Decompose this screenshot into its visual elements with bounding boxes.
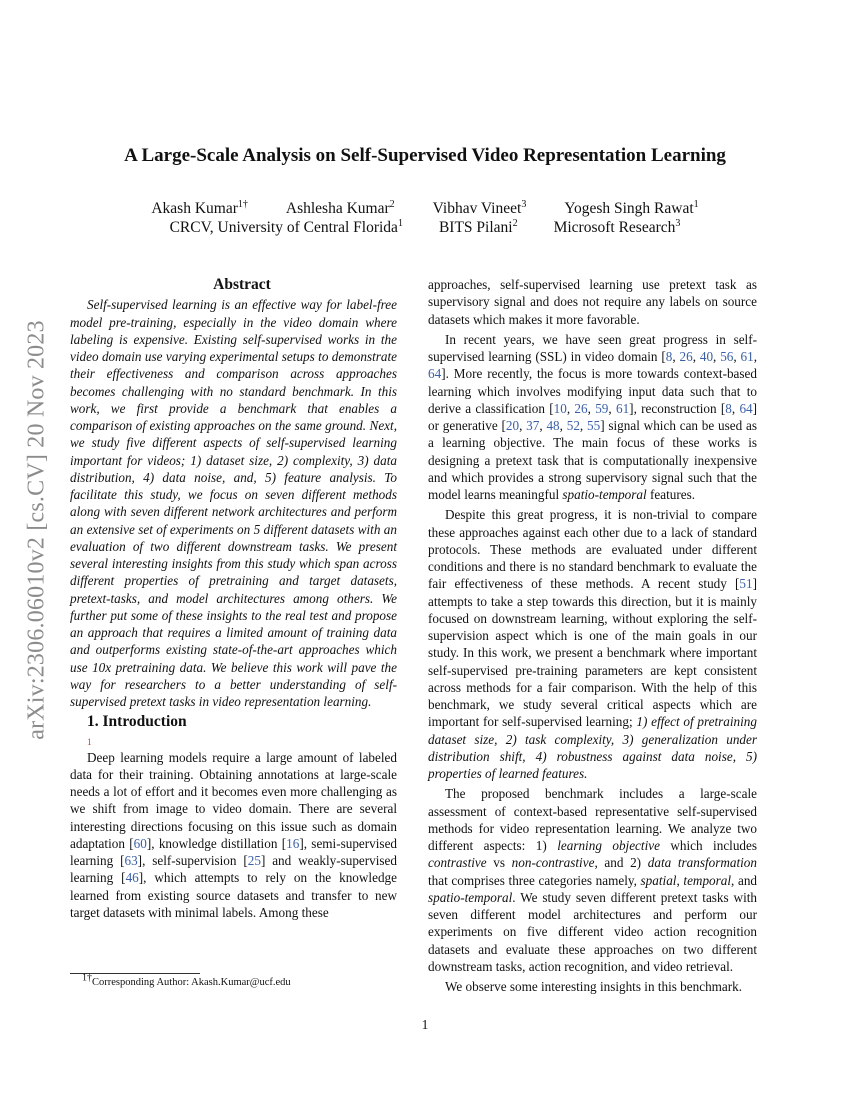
citation-link[interactable]: 48 xyxy=(546,418,560,433)
citation-link[interactable]: 8 xyxy=(725,400,732,416)
author-list xyxy=(12,200,838,218)
author-name: Akash Kumar$^{1\dagger}$ xyxy=(151,198,248,217)
citation-link[interactable]: 46 xyxy=(125,870,139,886)
paper-title: A Large-Scale Analysis on Self-Supervised Video Representation Learning xyxy=(124,145,726,166)
citation-link[interactable]: 61 xyxy=(740,349,754,364)
intro-paragraph: approaches, self-supervised learning use pretext task as supervisory signal and does not require any labels on source datasets which makes it more favorable. xyxy=(428,277,757,327)
citation-link[interactable]: 61 xyxy=(615,400,630,416)
citation-link[interactable]: 20 xyxy=(505,418,520,433)
citation-link[interactable]: 8 xyxy=(665,349,673,364)
intro-paragraph: Despite this great progress, it is non-trivial to compare these approaches against each other due to a lack of standard protocols. These methods are evaluated under different conditions and there is no standard benchmark to evaluate the fair effectiveness of these methods. A recent study [51] attempts to take a step towards this direction, but it is mainly focused on downstream learning, without exploring the self-supervision aspect which is one of the main goals in our study. In this work, we present a benchmark where important self-supervised pre-training parameters are kept consistent across methods for a fair comparison. With the help of this benchmark, we study several critical aspects which are important for self-supervised learning; 1) effect of pretraining dataset size, 2) task complexity, 3) generalization under distribution shift, 4) robustness against data noise, 5) properties of learned features. xyxy=(428,507,757,781)
footnote-marker[interactable]: 1 xyxy=(87,736,92,747)
citation-link[interactable]: 56 xyxy=(720,349,734,364)
citation-link[interactable]: 40 xyxy=(699,349,714,364)
intro-paragraph: In recent years, we have seen great progress in self-supervised learning (SSL) in video domain [8, 26, 40, 56, 61, 64]. More recently, the focus is more towards context-based learning which involves modifying input data such that to derive a classification [10, 26, 59, 61], reconstruction [8, 64] or generative [20, 37, 48, 52, 55] signal which can be used as a learning objective. The main focus of these works is designing a pretext task that is computationally inexpensive and which provides a strong supervisory signal such that the model learns meaningful spatio-temporal features. xyxy=(428,331,758,502)
citation-link[interactable]: 37 xyxy=(526,418,540,433)
intro-paragraph: The proposed benchmark includes a large-scale assessment of context-based representative self-supervised methods for video representation learning. We analyze two different aspects: 1) learning objective which includes contrastive vs non-contrastive, and 2) data transformation that comprises three categories namely, spatial, temporal, and spatio-temporal. We study seven different pretext tasks with seven different model architectures and perform our experiments on five different video action recognition datasets and evaluate these approaches on two different downstream tasks, action recognition, and video retrieval. xyxy=(428,786,758,974)
left-column xyxy=(70,276,397,921)
affiliation: CRCV, University of Central Florida$^1$ xyxy=(169,217,403,236)
page-number: 1 xyxy=(421,1017,429,1032)
abstract-text: Self-supervised learning is an effective way for label-free model pre-training, especially in the video domain where labeling is expensive. Existing self-supervised works in the video domain use varying experimental setups to demonstrate their effectiveness and comparison across approaches becomes challenging with no standard benchmark. In this work, we first provide a benchmark that enables a comparison of existing approaches on the same ground. Next, we study five different aspects of self-supervised learning important for videos; 1) dataset size, 2) complexity, 3) data distribution, 4) data noise, and, 5) feature analysis. To facilitate this study, we focus on seven different methods along with seven different network architectures and perform an extensive set of experiments on 5 different datasets with an evaluation of two different downstream tasks. We present several interesting insights from this study which span across different properties of pretraining and target datasets, pretext-tasks, and model architectures among others. We further put some of these insights to the real test and propose an approach that requires a limited amount of training data and outperforms existing state-of-the-art approaches which use 10x pretraining data. We believe this work will pave the way for researchers to a better understanding of self-supervised pretext tasks in video representation learning. xyxy=(70,297,397,709)
affiliation: Microsoft Research$^3$ xyxy=(553,217,681,236)
citation-link[interactable]: 10 xyxy=(553,400,567,416)
citation-link[interactable]: 63 xyxy=(124,853,138,868)
intro-paragraph: We observe some interesting insights in this benchmark. xyxy=(445,979,743,994)
citation-link[interactable]: 60 xyxy=(133,835,147,851)
citation-link[interactable]: 26 xyxy=(574,400,588,416)
citation-link[interactable]: 25 xyxy=(247,853,261,868)
citation-link[interactable]: 16 xyxy=(286,835,300,851)
citation-link[interactable]: 26 xyxy=(679,349,693,364)
intro-paragraph: Deep learning models require a large amount of labeled data for their training. Obtaining annotations at large-scale needs a lot of effort and it becomes even more challenging as we shift from image to video domain. There are several interesting directions focusing on this issue such as domain adaptation [60], knowledge distillation [16], semi-supervised learning [63], self-supervision [25] and weakly-supervised learning [46], which attempts to rely on the knowledge learned from existing source datasets and transfer to new target datasets with minimal labels. Among these xyxy=(70,749,398,920)
introduction-heading: 1. Introduction xyxy=(87,713,187,731)
abstract-heading: Abstract xyxy=(213,276,271,293)
right-column xyxy=(428,276,757,995)
footnote: $^{1\dagger}$Corresponding Author: Akash.Kumar@ucf.edu xyxy=(82,972,291,988)
author-name: Vibhav Vineet$^3$ xyxy=(432,198,527,217)
citation-link[interactable]: 55 xyxy=(587,418,601,433)
citation-link[interactable]: 64 xyxy=(428,366,442,382)
citation-link[interactable]: 51 xyxy=(739,576,753,592)
author-name: Ashlesha Kumar$^2$ xyxy=(285,198,395,217)
citation-link[interactable]: 59 xyxy=(595,400,609,416)
affiliation-list xyxy=(12,219,838,237)
citation-link[interactable]: 64 xyxy=(739,400,753,416)
affiliation: BITS Pilani$^2$ xyxy=(438,217,518,236)
arxiv-side-stamp: arXiv:2306.06010v2 [cs.CV] 20 Nov 2023 xyxy=(23,320,50,740)
citation-link[interactable]: 52 xyxy=(566,418,580,433)
author-name: Yogesh Singh Rawat$^1$ xyxy=(564,198,699,217)
